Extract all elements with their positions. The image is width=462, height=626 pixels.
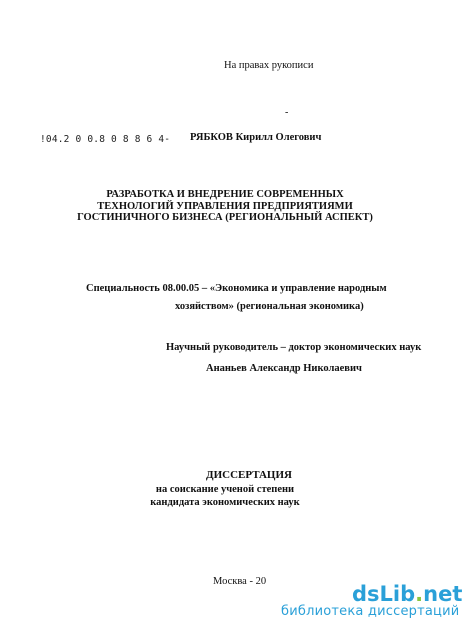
dissertation-title: [0, 189, 450, 224]
degree-line-2: кандидата экономических наук: [150, 497, 300, 508]
author-name: РЯБКОВ Кирилл Олегович: [190, 132, 322, 143]
degree-line-1: на соискание ученой степени: [155, 484, 295, 495]
manuscript-rights-note: На правах рукописи: [224, 60, 314, 71]
title-line: ГОСТИНИЧНОГО БИЗНЕСА (РЕГИОНАЛЬНЫЙ АСПЕКТ): [77, 212, 373, 223]
specialty-line-1: Специальность 08.00.05 – «Экономика и управление народным: [86, 283, 387, 294]
advisor-line-1: Научный руководитель – доктор экономических наук: [166, 342, 422, 353]
title-line: ТЕХНОЛОГИЙ УПРАВЛЕНИЯ ПРЕДПРИЯТИЯМИ: [97, 200, 353, 212]
archive-stamp-number: !04.2 0 0.8 0 8 8 6 4-: [40, 134, 171, 145]
logo-dot: .: [415, 582, 424, 606]
city-year: Москва - 20: [213, 576, 267, 587]
title-line: РАЗРАБОТКА И ВНЕДРЕНИЕ СОВРЕМЕННЫХ: [106, 189, 344, 200]
advisor-line-2: Ананьев Александр Николаевич: [206, 363, 362, 374]
specialty-line-2: хозяйством» (региональная экономика): [175, 301, 364, 312]
dash-mark: -: [285, 107, 289, 118]
dslib-logo[interactable]: [352, 584, 462, 605]
logo-tld: net: [423, 582, 462, 606]
logo-brand: dsLib: [352, 582, 416, 606]
library-tagline: библиотека диссертаций: [281, 604, 460, 619]
dissertation-heading: ДИССЕРТАЦИЯ: [206, 469, 292, 481]
